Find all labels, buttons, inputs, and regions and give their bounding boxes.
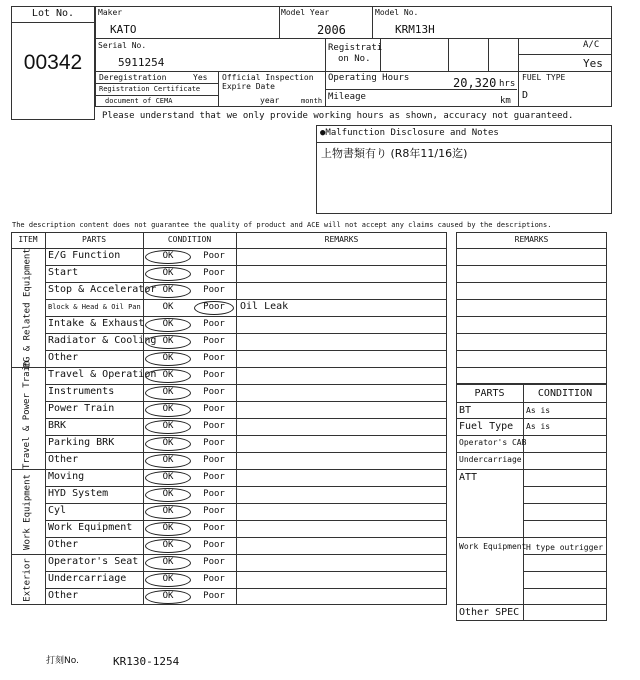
inspection-row [45,537,447,554]
poor-option[interactable]: Poor [203,540,225,550]
ok-option[interactable]: OK [162,353,174,363]
part-name: Other [48,590,79,601]
inspection-row [45,265,447,282]
serial-value: 5911254 [118,56,165,69]
condition-header: CONDITION [537,388,593,399]
spec-part: ATT [459,472,478,483]
spec-condition: As is [526,422,551,431]
poor-option[interactable]: Poor [203,268,225,278]
model-year-label: Model Year [281,8,330,17]
selected-circle [145,488,191,502]
group-label: Exterior [22,557,32,602]
official-inspection-label: Official Inspection [222,73,314,82]
lot-number: 00342 [23,51,83,74]
poor-option[interactable]: Poor [203,574,225,584]
ok-option[interactable]: OK [162,319,174,329]
poor-option[interactable]: Poor [203,591,225,601]
ok-option[interactable]: OK [162,489,174,499]
fuel-type-label: FUEL TYPE [522,73,566,82]
poor-option[interactable]: Poor [203,472,225,482]
poor-option[interactable]: Poor [203,506,225,516]
inspection-row [45,418,447,435]
cema-label: document of CEMA [105,97,173,105]
poor-option[interactable]: Poor [203,370,225,380]
poor-option[interactable]: Poor [203,523,225,533]
spec-part: Undercarriage [459,455,522,464]
spec-condition: As is [526,406,551,415]
disclaimer: The description content does not guarantee the quality of product and ACE will not accept any claims caused by the descriptions. [12,221,552,229]
header-remarks: REMARKS [324,235,359,244]
selected-circle [145,590,191,604]
year-label: year [260,96,280,105]
selected-circle [145,573,191,587]
group-label: EG & Related Equipment [22,247,32,367]
selected-circle [145,471,191,485]
header-item: ITEM [18,235,38,244]
model-no-value: KRM13H [395,23,435,36]
spec-condition: H type outrigger [526,543,604,552]
stamp-value: KR130-1254 [113,655,180,668]
lot-label: Lot No. [31,8,75,19]
spec-part: Fuel Type [459,421,514,432]
part-name: BRK [48,420,67,431]
right-remarks-header: REMARKS [514,235,549,244]
poor-option[interactable]: Poor [203,387,225,397]
model-no-label: Model No. [375,8,419,17]
remark-text: Oil Leak [240,301,289,312]
month-label: month [301,97,323,105]
parts-header: PARTS [474,388,505,399]
selected-circle [145,403,191,417]
ok-option[interactable]: OK [162,455,174,465]
selected-circle [194,301,234,315]
malfunction-note: 上物書類有り (R8年11/16迄) [321,147,468,160]
spec-part: Work Equipment [459,542,527,551]
poor-option[interactable]: Poor [203,557,225,567]
stamp-label: 打刻No. [46,656,79,666]
part-name: Power Train [48,403,115,414]
inspection-row [45,503,447,520]
poor-option[interactable]: Poor [203,302,225,312]
selected-circle [145,318,191,332]
selected-circle [145,284,191,298]
serial-label: Serial No. [98,41,147,50]
part-name: Start [48,267,79,278]
selected-circle [145,556,191,570]
ok-option[interactable]: OK [162,336,174,346]
spec-part: Operator's CAB [459,438,527,447]
selected-circle [145,522,191,536]
inspection-row [45,588,447,605]
ok-option[interactable]: OK [162,268,174,278]
ok-option[interactable]: OK [162,387,174,397]
reg-cert-label: Registration Certificate [99,85,201,93]
part-name: Travel & Operation [48,369,157,380]
maker-value: KATO [110,23,137,36]
registration-label-2: on No. [338,54,371,64]
header-condition: CONDITION [167,235,212,244]
poor-option[interactable]: Poor [203,455,225,465]
ok-option[interactable]: OK [162,472,174,482]
operating-hours-value: 20,320 [453,76,497,90]
ok-option[interactable]: OK [162,285,174,295]
dereg-label: Deregistration [99,73,167,82]
selected-circle [145,454,191,468]
part-name: Other [48,539,79,550]
poor-option[interactable]: Poor [203,353,225,363]
selected-circle [145,505,191,519]
ok-option[interactable]: OK [162,574,174,584]
dereg-value: Yes [193,73,208,82]
selected-circle [145,335,191,349]
poor-option[interactable]: Poor [203,404,225,414]
ok-option[interactable]: OK [162,438,174,448]
part-name: Parking BRK [48,437,115,448]
poor-option[interactable]: Poor [203,489,225,499]
malfunction-box [316,125,612,214]
poor-option[interactable]: Poor [203,285,225,295]
model-year-value: 2006 [317,23,346,37]
inspection-row [45,452,447,469]
operating-hours-label: Operating Hours [328,73,410,83]
spec-part: Other SPEC [459,607,520,618]
ac-label: A/C [583,40,600,50]
mileage-label: Mileage [328,92,366,102]
selected-circle [145,250,191,264]
part-name: Other [48,352,79,363]
ok-option[interactable]: OK [162,370,174,380]
part-name: Other [48,454,79,465]
selected-circle [145,386,191,400]
km-unit: km [500,96,511,106]
part-name: Operator's Seat [48,556,139,567]
spec-part: BT [459,405,472,416]
header-parts: PARTS [81,235,107,244]
selected-circle [145,437,191,451]
part-name: Cyl [48,505,67,516]
ac-value: Yes [583,57,603,70]
inspection-row [45,350,447,367]
selected-circle [145,369,191,383]
ok-option[interactable]: OK [162,591,174,601]
ok-option[interactable]: OK [162,404,174,414]
part-name: Radiator & Cooling [48,335,157,346]
ok-option[interactable]: OK [162,557,174,567]
group-label: Travel & Power Train [22,360,32,469]
ok-option[interactable]: OK [162,506,174,516]
poor-option[interactable]: Poor [203,438,225,448]
fuel-type-value: D [522,90,529,101]
group-label: Work Equipment [22,473,32,550]
part-name: Undercarriage [48,573,127,584]
selected-circle [145,539,191,553]
malfunction-title: ●Malfunction Disclosure and Notes [320,128,499,138]
selected-circle [145,420,191,434]
right-remarks-box [456,232,607,384]
selected-circle [145,267,191,281]
ok-option[interactable]: OK [162,302,174,312]
part-name: Block & Head & Oil Pan [48,303,141,311]
registration-label-1: Registrati [328,43,383,53]
ok-option[interactable]: OK [162,523,174,533]
ok-option[interactable]: OK [162,251,174,261]
expire-date-label: Expire Date [222,82,275,91]
part-name: Work Equipment [48,522,133,533]
selected-circle [145,352,191,366]
hrs-unit: hrs [499,79,516,89]
ok-option[interactable]: OK [162,421,174,431]
part-name: E/G Function [48,250,121,261]
part-name: Intake & Exhaust [48,318,145,329]
part-name: Stop & Accelerator [48,284,157,295]
ok-option[interactable]: OK [162,540,174,550]
poor-option[interactable]: Poor [203,319,225,329]
part-name: Moving [48,471,85,482]
inspection-row [45,469,447,486]
part-name: HYD System [48,488,109,499]
hours-notice: Please understand that we only provide working hours as shown, accuracy not guaranteed. [102,111,574,121]
poor-option[interactable]: Poor [203,421,225,431]
part-name: Instruments [48,386,115,397]
poor-option[interactable]: Poor [203,336,225,346]
poor-option[interactable]: Poor [203,251,225,261]
maker-label: Maker [98,8,123,17]
